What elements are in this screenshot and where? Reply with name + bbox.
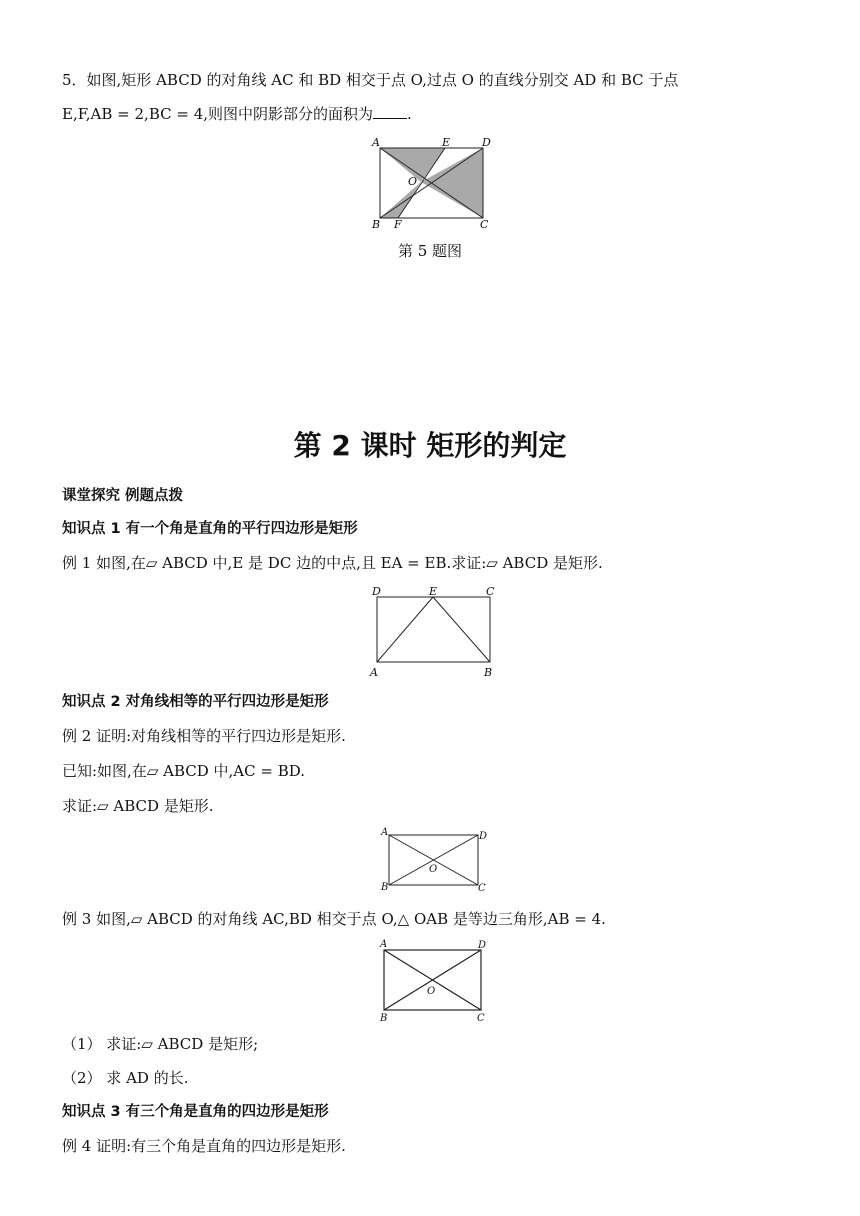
example2-prove: 求证:▱ ABCD 是矩形. (62, 797, 214, 815)
label-o: O (408, 175, 418, 188)
label-b: B (380, 1013, 388, 1024)
segment-eb (433, 597, 490, 662)
problem5-line2 (62, 104, 412, 124)
label-e: E (442, 136, 451, 149)
kp1-heading: 知识点 1 有一个角是直角的平行四边形是矩形 (62, 521, 358, 537)
label-a: A (370, 666, 378, 679)
kp3-heading: 知识点 3 有三个角是直角的四边形是矩形 (62, 1104, 329, 1120)
figure-5-caption: 第 5 题图 (397, 242, 463, 260)
rect-abcd (377, 597, 490, 662)
label-o: O (427, 986, 436, 997)
label-d: D (479, 831, 488, 842)
example1-text: 例 1 如图,在▱ ABCD 中,E 是 DC 边的中点,且 EA = EB.求证:▱ ABCD 是矩形. (62, 554, 603, 572)
figure-example1 (366, 584, 506, 680)
label-e: E (429, 585, 438, 598)
problem5-line2-end: . (407, 105, 412, 123)
label-b: B (484, 666, 493, 679)
label-d: D (478, 940, 487, 951)
label-c: C (480, 218, 489, 231)
problem5-line1: 5．如图,矩形 ABCD 的对角线 AC 和 BD 相交于点 O,过点 O 的直线分别交 AD 和 BC 于点 (62, 71, 679, 89)
example3-question2: （2） 求 AD 的长. (62, 1069, 189, 1087)
section-heading: 课堂探究 例题点拨 (62, 488, 184, 504)
example3-question1: （1） 求证:▱ ABCD 是矩形; (62, 1035, 259, 1053)
figure-5 (370, 136, 500, 231)
label-a: A (381, 827, 389, 838)
label-a: A (372, 136, 380, 149)
example4-text: 例 4 证明:有三个角是直角的四边形是矩形. (62, 1137, 346, 1155)
answer-blank[interactable] (373, 104, 407, 119)
example2-given: 已知:如图,在▱ ABCD 中,AC = BD. (62, 762, 305, 780)
kp2-heading: 知识点 2 对角线相等的平行四边形是矩形 (62, 694, 329, 710)
label-b: B (372, 218, 381, 231)
label-c: C (477, 1013, 485, 1024)
example2-text: 例 2 证明:对角线相等的平行四边形是矩形. (62, 727, 346, 745)
figure-example3 (374, 938, 494, 1024)
example3-text: 例 3 如图,▱ ABCD 的对角线 AC,BD 相交于点 O,△ OAB 是等边三角形,AB = 4. (62, 910, 606, 928)
segment-ea (377, 597, 433, 662)
label-d: D (372, 585, 381, 598)
label-d: D (482, 136, 491, 149)
label-c: C (486, 585, 495, 598)
problem5-line2-text: E,F,AB = 2,BC = 4,则图中阴影部分的面积为 (62, 105, 374, 123)
label-a: A (380, 939, 388, 950)
label-f: F (394, 218, 402, 231)
label-c: C (478, 883, 486, 894)
label-o: O (429, 864, 438, 875)
label-b: B (381, 882, 389, 893)
figure-example2 (380, 827, 490, 895)
lesson-title: 第 2 课时 矩形的判定 (293, 429, 567, 462)
